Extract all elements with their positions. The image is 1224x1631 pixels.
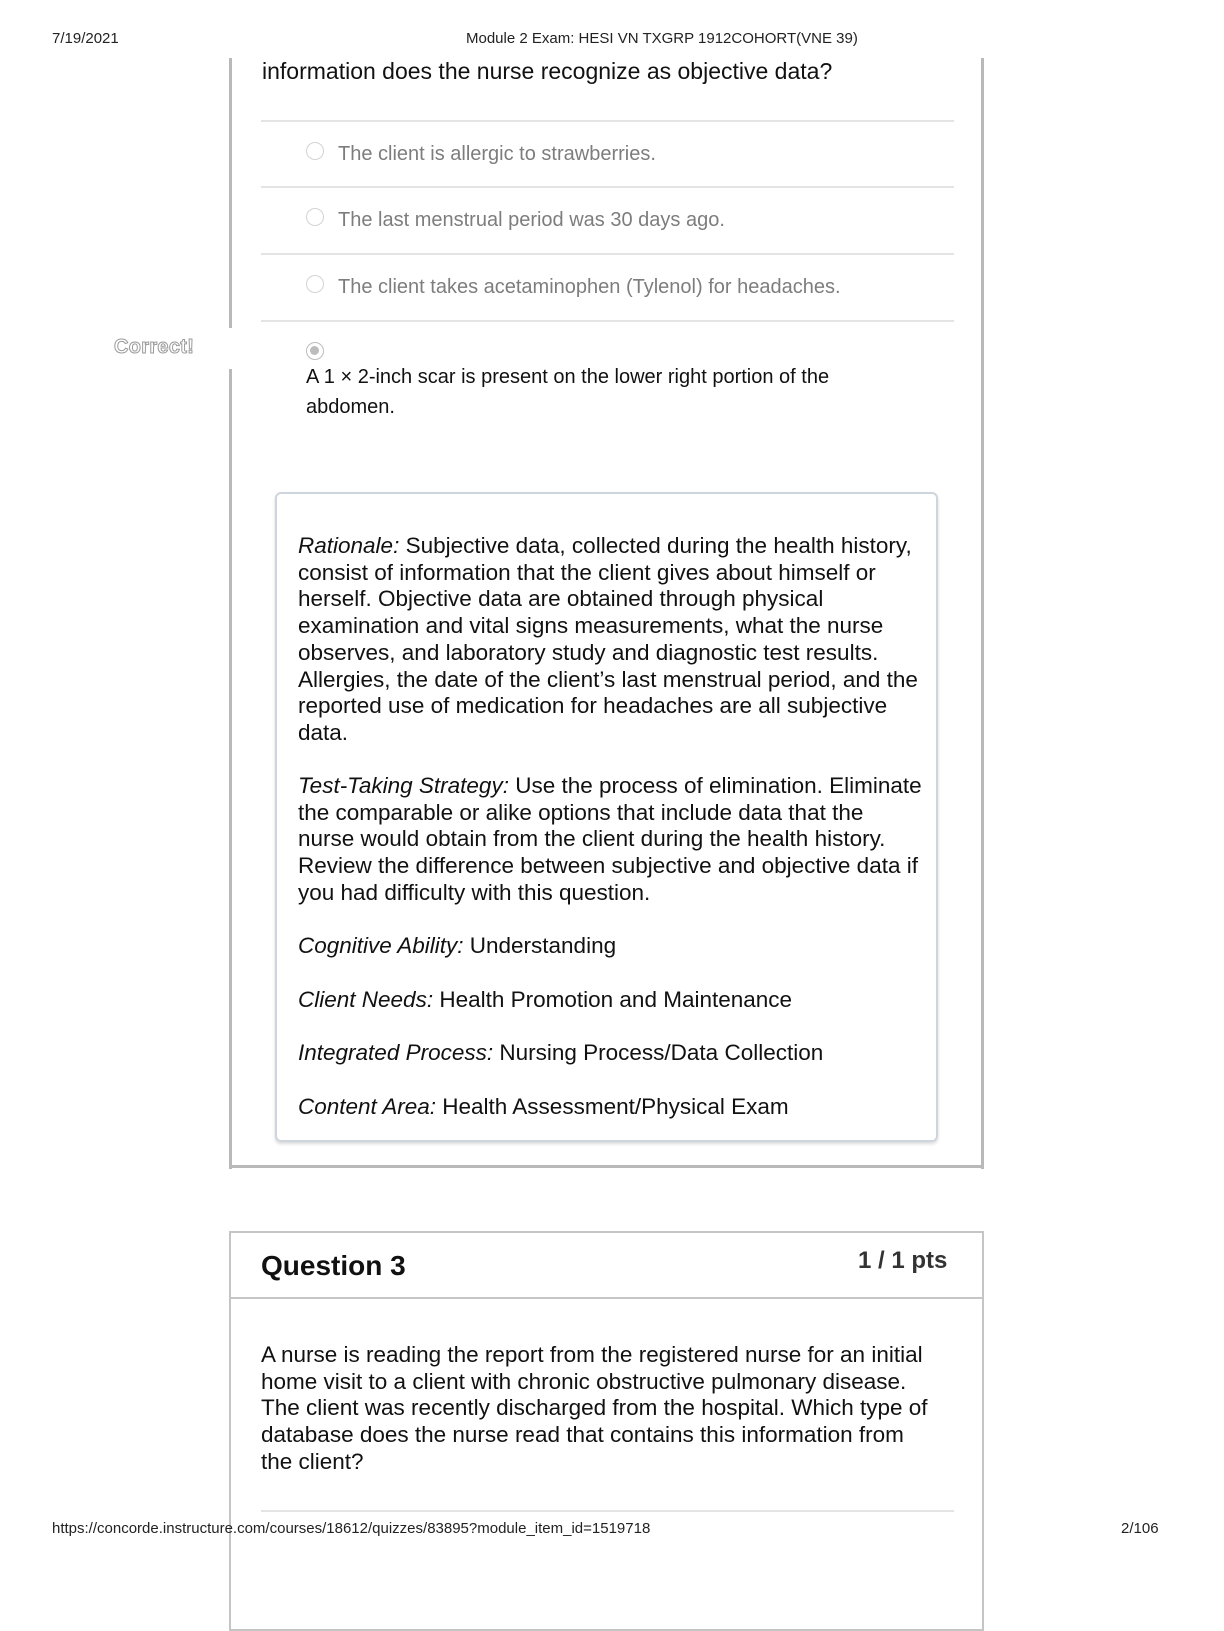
divider xyxy=(261,253,954,255)
answer-option[interactable]: The client is allergic to strawberries. xyxy=(338,143,656,165)
client-needs-label: Client Needs: xyxy=(298,987,434,1012)
divider xyxy=(261,120,954,122)
question-card-border xyxy=(229,58,232,328)
answer-option[interactable]: The last menstrual period was 30 days ago. xyxy=(338,209,725,231)
question-card-border xyxy=(229,369,232,1169)
content-area-paragraph xyxy=(298,1094,923,1121)
rationale-label: Rationale: xyxy=(298,533,400,558)
divider xyxy=(261,1510,954,1512)
strategy-label: Test-Taking Strategy: xyxy=(298,773,509,798)
question-card-border xyxy=(229,1165,984,1168)
integrated-process-paragraph xyxy=(298,1040,923,1067)
client-needs-paragraph xyxy=(298,987,923,1014)
correct-answer-label: Correct! xyxy=(114,336,195,358)
print-date: 7/19/2021 xyxy=(52,30,119,47)
integrated-process-value: Nursing Process/Data Collection xyxy=(493,1040,824,1065)
question-title: Question 3 xyxy=(261,1250,406,1281)
question-stem: information does the nurse recognize as objective data? xyxy=(262,58,833,84)
answer-radio[interactable] xyxy=(306,142,324,160)
question-stem: A nurse is reading the report from the registered nurse for an initial home visit to a client with chronic obstructive pulmonary disease. The client was recently discharged from the hospital. Which type of database does the nurse read that contains this information from the client? xyxy=(261,1342,928,1474)
answer-radio[interactable] xyxy=(306,208,324,226)
cognitive-ability-label: Cognitive Ability: xyxy=(298,933,464,958)
question-points: 1 / 1 pts xyxy=(858,1247,948,1274)
question-card-border xyxy=(981,58,984,1169)
answer-option-correct[interactable]: A 1 × 2-inch scar is present on the lower right portion of the abdomen. xyxy=(306,366,830,418)
integrated-process-label: Integrated Process: xyxy=(298,1040,494,1065)
content-area-label: Content Area: xyxy=(298,1094,436,1119)
print-url: https://concorde.instructure.com/courses/18612/quizzes/83895?module_item_id=1519718 xyxy=(52,1520,651,1537)
strategy-paragraph xyxy=(298,773,923,907)
strategy-text: Use the process of elimination. Eliminate the comparable or alike options that include data that the nurse would obtain from the client during the health history. Review the difference between subjective and objective data if you had difficulty with this question. xyxy=(298,773,922,905)
client-needs-value: Health Promotion and Maintenance xyxy=(433,987,793,1012)
answer-radio-selected[interactable] xyxy=(306,342,324,360)
print-title: Module 2 Exam: HESI VN TXGRP 1912COHORT(VNE 39) xyxy=(466,30,858,47)
rationale-text: Subjective data, collected during the health history, consist of information that the client gives about himself or herself. Objective data are obtained through physical examination and vital signs measurements, what the nurse observes, and laboratory study and diagnostic test results. Allergies, the date of the client’s last menstrual period, and the reported use of medication for headaches are all subjective data. xyxy=(298,533,918,745)
divider xyxy=(261,186,954,188)
cognitive-ability-paragraph xyxy=(298,933,923,960)
divider xyxy=(261,320,954,322)
content-area-value: Health Assessment/Physical Exam xyxy=(436,1094,789,1119)
print-page-number: 2/106 xyxy=(1121,1520,1159,1537)
rationale-paragraph xyxy=(298,533,923,747)
cognitive-ability-value: Understanding xyxy=(463,933,617,958)
answer-radio[interactable] xyxy=(306,275,324,293)
answer-option[interactable]: The client takes acetaminophen (Tylenol) for headaches. xyxy=(338,276,841,298)
